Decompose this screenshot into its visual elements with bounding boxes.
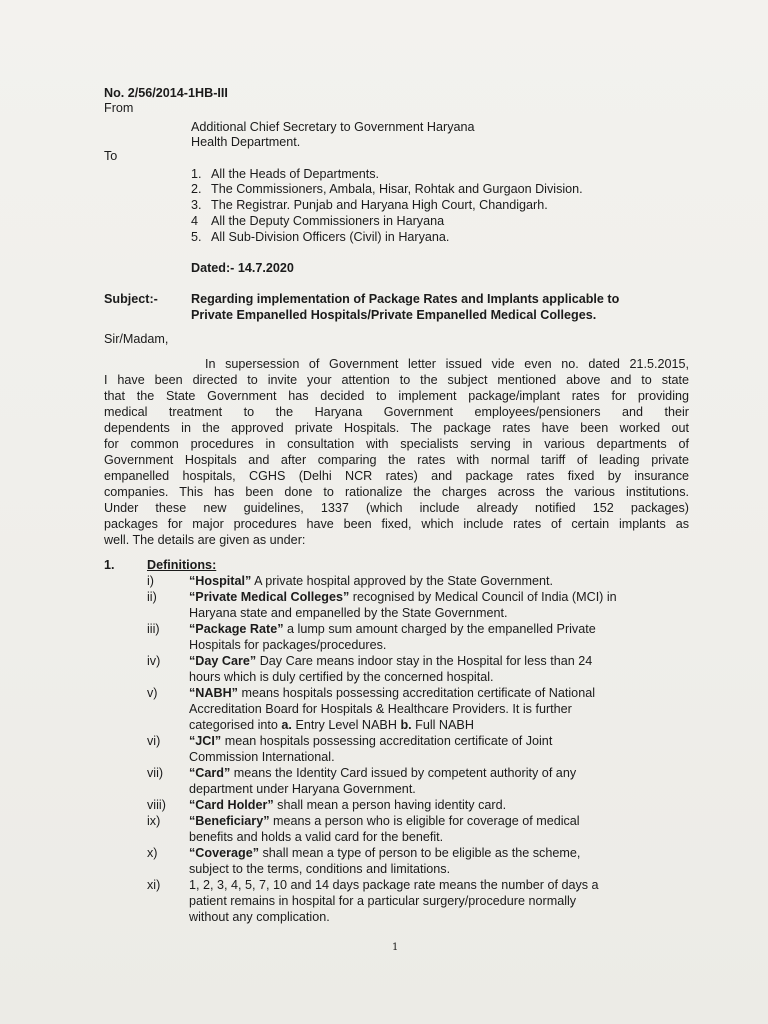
definition-item — [189, 590, 617, 606]
recipient-number: 1. — [191, 167, 202, 181]
recipient-number: 4 — [191, 214, 199, 228]
definition-text: subject to the terms, conditions and limitations. — [189, 862, 451, 876]
definition-text: department under Haryana Government. — [189, 782, 416, 796]
recipient-text: All the Deputy Commissioners in Haryana — [211, 214, 445, 228]
definition-number: ix) — [147, 814, 161, 828]
recipient-text: The Registrar. Punjab and Haryana High Court, Chandigarh. — [211, 198, 548, 212]
section-number: 1. — [104, 558, 115, 572]
definition-number: iii) — [147, 622, 160, 636]
subject-line: Regarding implementation of Package Rates and Implants applicable to — [191, 292, 620, 306]
definition-text: Haryana state and empanelled by the State Government. — [189, 606, 508, 620]
body-line: medical treatment to the Haryana Government employees/pensioners and their — [104, 405, 689, 419]
definition-text: recognised by Medical Council of India (MCI) in — [352, 590, 617, 604]
body-line: Government Hospitals and after comparing the rates with normal tariff of leading private — [104, 453, 689, 467]
recipient-text: All Sub-Division Officers (Civil) in Haryana. — [211, 230, 450, 244]
definition-term: “Beneficiary” — [189, 814, 270, 828]
definition-text: shall mean a type of person to be eligible as the scheme, — [262, 846, 581, 860]
recipient-number: 5. — [191, 230, 202, 244]
definition-text: means a person who is eligible for coverage of medical — [273, 814, 580, 828]
body-line: Under these new guidelines, 1337 (which include already notified 152 packages) — [104, 501, 689, 515]
definition-text: means the Identity Card issued by competent authority of any — [233, 766, 577, 780]
section-title: Definitions: — [147, 558, 217, 572]
body-line: dependents in the approved private Hospitals. The package rates have been worked out — [104, 421, 689, 435]
recipient-number: 2. — [191, 182, 202, 196]
definition-text: Commission International. — [189, 750, 335, 764]
body-line: In supersession of Government letter issued vide even no. dated 21.5.2015, — [205, 357, 689, 371]
definition-number: iv) — [147, 654, 161, 668]
definition-item — [189, 814, 580, 830]
sender-line: Health Department. — [191, 135, 301, 149]
definition-text: Accreditation Board for Hospitals & Healthcare Providers. It is further — [189, 702, 572, 716]
definition-number: i) — [147, 574, 154, 588]
date-line: Dated:- 14.7.2020 — [191, 261, 294, 275]
definition-term: “Package Rate” — [189, 622, 284, 636]
definition-text: without any complication. — [189, 910, 330, 924]
subject-line: Private Empanelled Hospitals/Private Empanelled Medical Colleges. — [191, 308, 597, 322]
salutation: Sir/Madam, — [104, 332, 169, 346]
definition-number: xi) — [147, 878, 161, 892]
nabh-level-text: Full NABH — [415, 718, 474, 732]
body-line: for common procedures in consultation with specialists serving in various departments of — [104, 437, 689, 451]
definition-term: “Card” — [189, 766, 231, 780]
definition-term: “NABH” — [189, 686, 238, 700]
sender-line: Additional Chief Secretary to Government Haryana — [191, 120, 475, 134]
body-line: empanelled hospitals, CGHS (Delhi NCR rates) and package rates fixed by insurance — [104, 469, 689, 483]
definition-term: “Coverage” — [189, 846, 259, 860]
nabh-level-letter: a. — [281, 718, 292, 732]
definition-item — [189, 734, 552, 750]
recipient-text: The Commissioners, Ambala, Hisar, Rohtak and Gurgaon Division. — [211, 182, 583, 196]
from-label: From — [104, 101, 134, 115]
definition-number: x) — [147, 846, 158, 860]
page-number: 1 — [392, 942, 399, 953]
to-label: To — [104, 149, 118, 163]
definition-term: “JCI” — [189, 734, 222, 748]
recipient-text: All the Heads of Departments. — [211, 167, 379, 181]
definition-text: Hospitals for packages/procedures. — [189, 638, 387, 652]
definition-text: hours which is duly certified by the concerned hospital. — [189, 670, 494, 684]
definition-text: means hospitals possessing accreditation certificate of National — [241, 686, 595, 700]
definition-text: Day Care means indoor stay in the Hospital for less than 24 — [259, 654, 593, 668]
definition-item — [189, 654, 592, 670]
body-line: companies. This has been done to rationalize the charges across the various institutions. — [104, 485, 689, 499]
definition-item — [189, 766, 576, 782]
definition-text: A private hospital approved by the State Government. — [254, 574, 554, 588]
body-line: packages for major procedures have been fixed, which include rates of certain implants as — [104, 517, 689, 531]
definition-text: categorised into — [189, 718, 278, 732]
definition-text: 1, 2, 3, 4, 5, 7, 10 and 14 days package rate means the number of days a — [189, 878, 599, 892]
definition-item — [189, 574, 553, 590]
nabh-level-letter: b. — [400, 718, 412, 732]
nabh-level-text: Entry Level NABH — [295, 718, 397, 732]
body-line: I have been directed to invite your attention to the subject mentioned above and to state — [104, 373, 689, 387]
body-line: that the State Government has decided to implement package/implant rates for providing — [104, 389, 689, 403]
definition-text: patient remains in hospital for a particular surgery/procedure normally — [189, 894, 577, 908]
definition-term: “Hospital” — [189, 574, 252, 588]
definition-text: shall mean a person having identity card. — [277, 798, 507, 812]
definition-text: a lump sum amount charged by the empanelled Private — [287, 622, 596, 636]
definition-number: viii) — [147, 798, 166, 812]
definition-term: “Private Medical Colleges” — [189, 590, 350, 604]
definition-item — [189, 686, 595, 702]
definition-text: benefits and holds a valid card for the benefit. — [189, 830, 444, 844]
definition-number: ii) — [147, 590, 157, 604]
definition-text-nabh — [189, 718, 474, 734]
definition-number: v) — [147, 686, 158, 700]
subject-label: Subject:- — [104, 292, 158, 306]
definition-term: “Card Holder” — [189, 798, 274, 812]
definition-text: mean hospitals possessing accreditation certificate of Joint — [224, 734, 553, 748]
definition-item — [189, 846, 580, 862]
recipient-number: 3. — [191, 198, 202, 212]
definition-item — [189, 622, 596, 638]
definition-number: vi) — [147, 734, 161, 748]
body-line: well. The details are given as under: — [104, 533, 306, 547]
definition-term: “Day Care” — [189, 654, 257, 668]
reference-number: No. 2/56/2014-1HB-III — [104, 86, 228, 100]
definition-item — [189, 798, 506, 814]
definition-number: vii) — [147, 766, 164, 780]
